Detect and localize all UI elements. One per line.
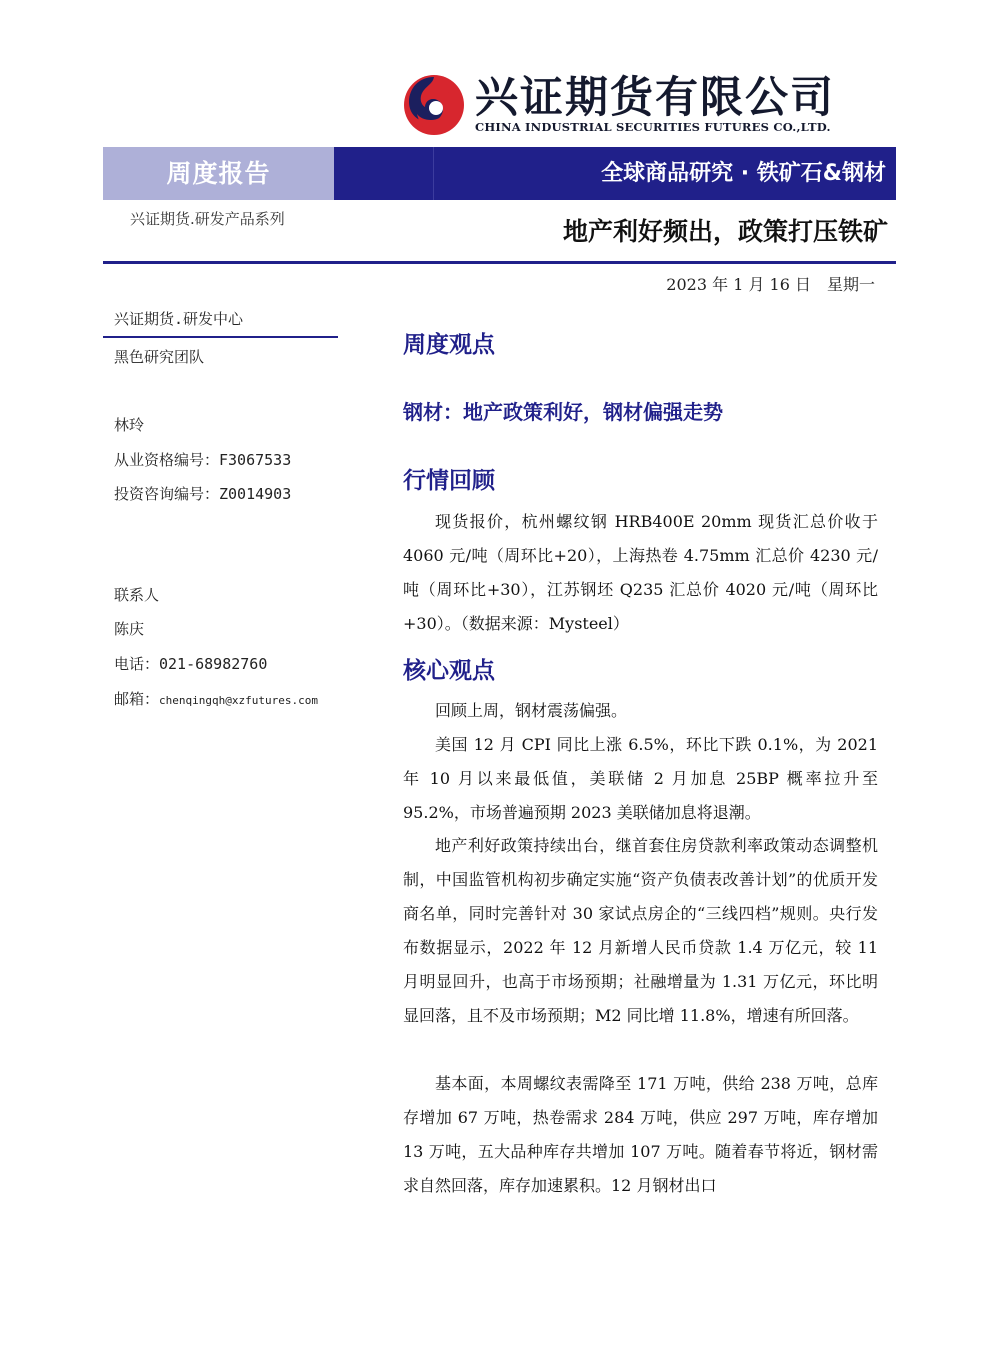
company-logo-icon: [403, 74, 465, 136]
report-date: 2023 年 1 月 16 日 星期一: [666, 275, 875, 294]
core-paragraph-property-policy: 地产利好政策持续出台，继首套住房贷款利率政策动态调整机制，中国监管机构初步确定实施“资产负债表改善计划”的优质开发商名单，同时完善针对 30 家试点房企的“三线四档”规则。央行发布数据显示，2022 年 12 月新增人民币贷款 1.4 万亿元，较 11 月明显回升，也高于市场预期；社融增量为 1.31 万亿元，环比明显回落，且不及市场预期；M2 同比增 11.8%，增速有所回落。: [403, 836, 878, 1025]
core-paragraph-us-cpi: 美国 12 月 CPI 同比上涨 6.5%，环比下跌 0.1%，为 2021 年 10 月以来最低值，美联储 2 月加息 25BP 概率拉升至 95.2%，市场普遍预期 2023 美联储加息将退潮。: [403, 735, 878, 822]
email-label: 邮箱：: [114, 690, 160, 708]
sidebar-team: 黑色研究团队: [114, 348, 205, 366]
core-view-heading: 核心观点: [403, 658, 495, 684]
contact-phone: 电话：021-68982760: [114, 655, 268, 673]
steel-heading: 钢材：地产政策利好，钢材偏强走势: [403, 400, 723, 424]
title-divider: [103, 261, 896, 264]
market-review-text: 现货报价，杭州螺纹钢 HRB400E 20mm 现货汇总价收于 4060 元/吨（周环比+20），上海热卷 4.75mm 汇总价 4230 元/吨（周环比+30），江苏钢坯 Q235 汇总价 4020 元/吨（周环比+30）。（数据来源：Mysteel）: [403, 512, 878, 633]
consulting-number: 投资咨询编号：Z0014903: [114, 485, 292, 503]
banner-divider: [433, 147, 434, 200]
contact-label: 联系人: [114, 586, 160, 604]
company-name-cn: 兴证期货有限公司: [475, 73, 835, 123]
weekly-view-heading: 周度观点: [403, 332, 495, 358]
company-name-en: CHINA INDUSTRIAL SECURITIES FUTURES CO.,LTD.: [475, 120, 831, 134]
email-address[interactable]: chenqingqh@xzfutures.com: [159, 694, 318, 707]
analyst-name: 林玲: [114, 416, 145, 434]
market-review-heading: 行情回顾: [403, 468, 495, 494]
company-logo: [403, 72, 873, 136]
series-label: 兴证期货.研发产品系列: [130, 210, 285, 228]
report-title: 地产利好频出，政策打压铁矿: [562, 217, 888, 246]
qualification-number: 从业资格编号：F3067533: [114, 451, 292, 469]
sidebar-divider: [103, 336, 338, 338]
contact-name: 陈庆: [114, 620, 145, 638]
core-paragraph-fundamentals: 基本面，本周螺纹表需降至 171 万吨，供给 238 万吨，总库存增加 67 万吨，热卷需求 284 万吨，供应 297 万吨，库存增加 13 万吨，五大品种库存共增加 107 万吨。随着春节将近，钢材需求自然回落，库存加速累积。12 月钢材出口: [403, 1074, 878, 1195]
sidebar-org: 兴证期货.研发中心: [114, 310, 244, 328]
core-paragraph-recap: 回顾上周，钢材震荡偏强。: [435, 701, 628, 720]
contact-email: [114, 688, 318, 709]
report-type-label: 周度报告: [166, 159, 271, 188]
research-category: 全球商品研究 · 铁矿石&钢材: [601, 161, 886, 186]
